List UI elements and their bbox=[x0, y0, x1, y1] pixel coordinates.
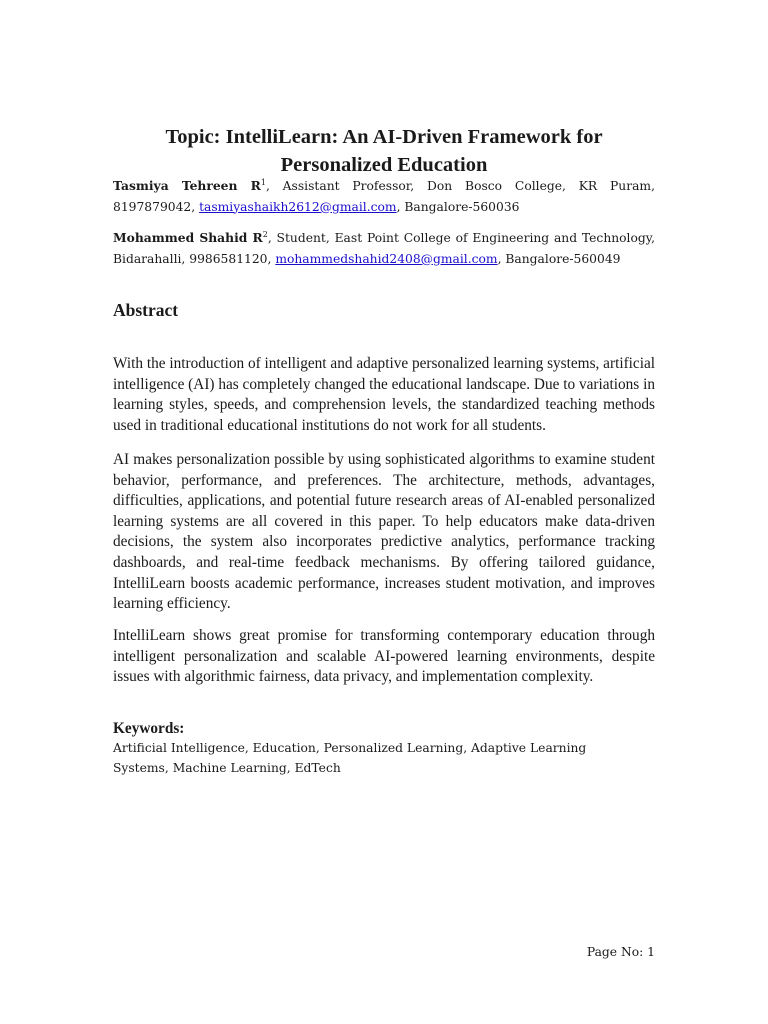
abstract-paragraph-3: IntelliLearn shows great promise for transforming contemporary education through intelligent personalization and scalable AI-powered learning environments, despite issues with algorithmic fairness, data privacy, and implementation complexity. bbox=[113, 627, 655, 686]
paper-title bbox=[113, 123, 655, 179]
author-2-location: , Bangalore-560049 bbox=[497, 251, 621, 266]
keywords-list: Artificial Intelligence, Education, Personalized Learning, Adaptive Learning Systems, Machine Learning, EdTech bbox=[113, 741, 587, 775]
author-2-sup: 2 bbox=[262, 229, 268, 239]
author-1-email-link[interactable]: tasmiyashaikh2612@gmail.com bbox=[199, 199, 397, 214]
keywords-heading: Keywords: bbox=[113, 720, 185, 737]
abstract-heading: Abstract bbox=[113, 300, 179, 320]
abstract-paragraph-1: With the introduction of intelligent and adaptive personalized learning systems, artificial intelligence (AI) has completely changed the educational landscape. Due to variations in learning styles, speeds, and comprehension levels, the standardized teaching methods used in traditional educational institutions do not work for all students. bbox=[113, 355, 655, 434]
author-1-name: Tasmiya Tehreen R bbox=[113, 178, 261, 193]
abstract-paragraph-2: AI makes personalization possible by using sophisticated algorithms to examine student behavior, performance, and preferences. The architecture, methods, advantages, difficulties, applications, and potential future research areas of AI-enabled personalized learning systems are all covered in this paper. To help educators make data-driven decisions, the system also incorporates predictive analytics, performance tracking dashboards, and real-time feedback mechanisms. By offering tailored guidance, IntelliLearn boosts academic performance, increases student motivation, and improves learning efficiency. bbox=[113, 451, 655, 613]
title-text: IntelliLearn: An AI-Driven Framework for Personalized Education bbox=[225, 126, 603, 176]
author-2 bbox=[113, 228, 655, 269]
author-2-details: , Student, East Point College of Engineering and Technology, Bidarahalli, 9986581120, bbox=[113, 231, 655, 266]
author-2-email-link[interactable]: mohammedshahid2408@gmail.com bbox=[275, 251, 498, 266]
paper-page bbox=[113, 0, 655, 1024]
author-1-details: , Assistant Professor, Don Bosco College, KR Puram, 8197879042, bbox=[113, 179, 655, 214]
author-1-sup: 1 bbox=[260, 177, 266, 187]
page-number: Page No: 1 bbox=[586, 945, 655, 959]
author-1 bbox=[113, 176, 655, 217]
author-1-location: , Bangalore-560036 bbox=[396, 199, 520, 214]
author-2-name: Mohammed Shahid R bbox=[113, 230, 263, 245]
title-prefix: Topic: bbox=[165, 126, 221, 148]
